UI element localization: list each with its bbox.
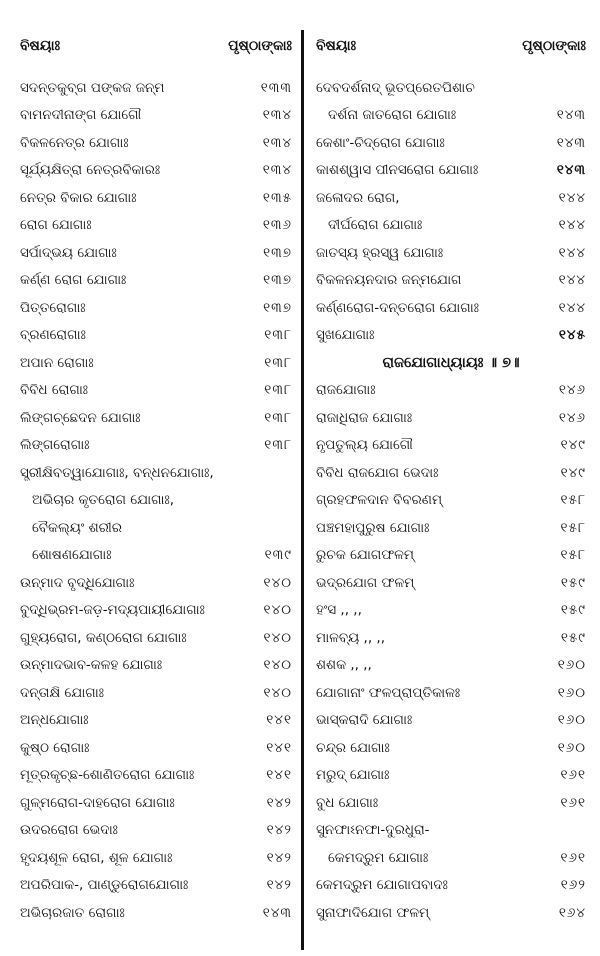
entry-page-number: ୧୩୯ bbox=[264, 547, 292, 564]
entry-title: ହଂସ ,, ,, bbox=[316, 602, 362, 619]
index-entry bbox=[20, 404, 292, 432]
index-entry bbox=[316, 487, 586, 515]
entry-page-number: ୧୪୪ bbox=[558, 244, 586, 261]
entry-page-number: ୧୩୮ bbox=[264, 382, 292, 399]
entry-page-number: ୧୩୭ bbox=[263, 244, 292, 261]
entry-page-number: ୧୫୯ bbox=[560, 629, 586, 646]
index-entry bbox=[20, 129, 292, 157]
entry-page-number: ୧୩୮ bbox=[264, 327, 292, 344]
entry-page-number: ୧୪୦ bbox=[263, 684, 292, 701]
entry-title: ସୂର୍ଯ୍ୟକ୍ଷିତ୍ରା ନେତ୍ରବିକାରଃ bbox=[20, 162, 161, 179]
index-entry bbox=[316, 102, 586, 130]
entry-page-number: ୧୪୩ bbox=[556, 162, 586, 179]
entry-title: ଶୋଷଣଯୋଗାଃ bbox=[32, 547, 112, 564]
entry-title: ଶଶକ ,, ,, bbox=[316, 657, 372, 674]
entry-title: କର୍ଣ୍ଣ ରୋଗ ଯୋଗାଃ bbox=[20, 272, 127, 289]
entry-title: ଦେବଦର୍ଶନାଦ୍ ଭୂତପ୍ରେତପିଶାଚ bbox=[316, 79, 475, 96]
index-entry bbox=[20, 487, 292, 515]
entry-title: ଯୋଗାନାଂ ଫଳପ୍ରାପ୍ତିକାଳଃ bbox=[316, 684, 461, 701]
index-entry bbox=[316, 872, 586, 900]
index-entry bbox=[316, 157, 586, 185]
entry-title: ପିତ୍ତରୋଗାଃ bbox=[20, 299, 86, 316]
index-entry bbox=[20, 157, 292, 185]
index-entry bbox=[316, 597, 586, 625]
index-entry bbox=[316, 212, 586, 240]
entry-page-number: ୧୩୮ bbox=[264, 437, 292, 454]
left-header bbox=[20, 30, 292, 62]
right-column bbox=[316, 30, 586, 927]
entry-title: ବୁଦ୍ଧିଭ୍ରମ-ଜଡ଼-ମଦ୍ୟପାୟୀଯୋଗାଃ bbox=[20, 602, 205, 619]
index-entry bbox=[316, 707, 586, 735]
index-entry bbox=[20, 322, 292, 350]
entry-title: ଅପରିପାକ-, ପାଣ୍ଡୁରୋଗଯୋଗାଃ bbox=[20, 877, 189, 894]
index-entry bbox=[20, 267, 292, 295]
index-entry bbox=[316, 514, 586, 542]
entry-page-number: ୧୪୩ bbox=[556, 134, 586, 151]
index-entry bbox=[316, 129, 586, 157]
entry-title: ଜଳୋଦର ରୋଗ, bbox=[316, 189, 400, 206]
entry-page-number: ୧୪୪ bbox=[558, 217, 586, 234]
entry-page-number: ୧୪୨ bbox=[266, 849, 292, 866]
entry-title: ସର୍ପାଦ୍ଭୟ ଯୋଗାଃ bbox=[20, 244, 117, 261]
entry-title: ଅନ୍ଧଯୋଗାଃ bbox=[20, 712, 89, 729]
entry-title: ଅପାନ ରୋଗାଃ bbox=[20, 354, 94, 371]
entry-title: ବାମନଦୀନାଙ୍ଗ ଯୋଗୌ bbox=[20, 107, 142, 124]
index-entry bbox=[20, 624, 292, 652]
index-entry bbox=[316, 652, 586, 680]
entry-page-number: ୧୩୩ bbox=[260, 79, 292, 96]
entry-title: ରୋଗ ଯୋଗାଃ bbox=[20, 217, 92, 234]
entry-title: ମୂତ୍ରକୃଚ୍ଛ-ଶୋଣିତରୋଗ ଯୋଗାଃ bbox=[20, 767, 195, 784]
entry-title: ସୁନାଫାଦିଯୋଗ ଫଳମ୍ bbox=[316, 904, 430, 921]
entry-page-number: ୧୪୨ bbox=[266, 822, 292, 839]
index-entry bbox=[316, 762, 586, 790]
entry-page-number: ୧୪୩ bbox=[262, 904, 292, 921]
chapter-title: ରାଜଯୋଗାଧ୍ୟାୟଃ ॥ ୭॥ bbox=[382, 354, 520, 371]
column-divider bbox=[301, 30, 304, 950]
index-entry bbox=[20, 102, 292, 130]
entry-page-number: ୧୪୬ bbox=[558, 382, 586, 399]
entry-title: ଗ୍ରହଫଳଦାନ ବିବରଣମ୍ bbox=[316, 492, 443, 509]
entry-title: ନୃପତୁଲ୍ୟ ଯୋଗୌ bbox=[316, 437, 413, 454]
index-entry bbox=[316, 404, 586, 432]
entry-page-number: ୧୩୬ bbox=[262, 217, 292, 234]
entry-title: ଭଦ୍ରଯୋଗ ଫଳମ୍ bbox=[316, 574, 415, 591]
entry-page-number: ୧୬୦ bbox=[557, 712, 586, 729]
entry-page-number: ୧୬୦ bbox=[557, 657, 586, 674]
entry-title: ଦୀର୍ଘରୋଗ ଯୋଗାଃ bbox=[328, 217, 423, 234]
index-entry bbox=[20, 294, 292, 322]
index-entry bbox=[316, 734, 586, 762]
entry-page-number: ୧୩୪ bbox=[262, 134, 292, 151]
entry-title: ବ୍ରଣରୋଗାଃ bbox=[20, 327, 86, 344]
left-entry-list bbox=[20, 74, 292, 927]
entry-title: ଗୁଳ୍ମରୋଗ-ଦାହରୋଗ ଯୋଗାଃ bbox=[20, 794, 175, 811]
index-entry bbox=[316, 322, 586, 350]
entry-page-number: ୧୪୨ bbox=[266, 877, 292, 894]
entry-title: ବିବିଧ ରୋଗାଃ bbox=[20, 382, 89, 399]
entry-title: କେମଦ୍ରୁମ ଯୋଗାପବାଦଃ bbox=[316, 877, 448, 894]
entry-page-number: ୧୫୮ bbox=[560, 519, 586, 536]
index-entry bbox=[316, 679, 586, 707]
entry-page-number: ୧୫୯ bbox=[560, 574, 586, 591]
entry-page-number: ୧୪୬ bbox=[558, 409, 586, 426]
index-entry bbox=[316, 239, 586, 267]
entry-title: ରାଜଯୋଗାଃ bbox=[316, 382, 376, 399]
entry-title: ବିକଳନୟନଦାର ଜନ୍ମଯୋଗ bbox=[316, 272, 462, 289]
entry-page-number: ୧୩୪ bbox=[262, 107, 292, 124]
index-entry bbox=[20, 679, 292, 707]
entry-page-number: ୧୪୧ bbox=[266, 712, 292, 729]
index-entry bbox=[20, 734, 292, 762]
entry-page-number: ୧୪୧ bbox=[266, 767, 292, 784]
entry-page-number: ୧୩୮ bbox=[264, 409, 292, 426]
index-entry bbox=[20, 762, 292, 790]
entry-page-number: ୧୪୦ bbox=[263, 629, 292, 646]
entry-title: ଉନ୍ମାଦଭାବ-କଳହ ଯୋଗାଃ bbox=[20, 657, 163, 674]
right-header bbox=[316, 30, 586, 62]
entry-page-number: ୧୬୨ bbox=[560, 877, 586, 894]
entry-title: ପଞ୍ଚମହାପୁରୁଷ ଯୋଗାଃ bbox=[316, 519, 430, 536]
entry-page-number: ୧୬୧ bbox=[560, 794, 586, 811]
index-entry bbox=[316, 569, 586, 597]
subject-heading: ବିଷୟାଃ bbox=[20, 38, 61, 54]
index-entry bbox=[316, 267, 586, 295]
entry-page-number: ୧୪୯ bbox=[560, 437, 586, 454]
index-entry bbox=[316, 624, 586, 652]
index-entry bbox=[20, 707, 292, 735]
entry-page-number: ୧୪୦ bbox=[263, 602, 292, 619]
entry-title: ମାଳବ୍ୟ ,, ,, bbox=[316, 629, 386, 646]
entry-title: ଚନ୍ଦ୍ର ଯୋଗାଃ bbox=[316, 739, 390, 756]
entry-title: ଗୁହ୍ୟରୋଗ, କଣ୍ଠରୋଗ ଯୋଗାଃ bbox=[20, 629, 187, 646]
entry-page-number: ୧୩୮ bbox=[264, 354, 292, 371]
entry-title: କେଶାଂ-ଚିଦ୍ରୋଗ ଯୋଗାଃ bbox=[316, 134, 445, 151]
entry-page-number: ୧୩୭ bbox=[263, 299, 292, 316]
index-entry bbox=[316, 789, 586, 817]
index-entry bbox=[20, 514, 292, 542]
index-entry bbox=[316, 542, 586, 570]
chapter-heading bbox=[316, 349, 586, 377]
entry-title: କର୍ଣ୍ଣରୋଗ-ଦନ୍ତରୋଗ ଯୋଗାଃ bbox=[316, 299, 479, 316]
entry-title: ବିକଳନେତ୍ର ଯୋଗାଃ bbox=[20, 134, 129, 151]
entry-page-number: ୧୩୭ bbox=[263, 272, 292, 289]
entry-title: ଦନ୍ତାକ୍ଷି ଯୋଗାଃ bbox=[20, 684, 104, 701]
index-entry bbox=[20, 377, 292, 405]
index-entry bbox=[20, 652, 292, 680]
index-entry bbox=[316, 184, 586, 212]
right-entry-list bbox=[316, 74, 586, 927]
entry-title: ଭାସ୍କରାଦି ଯୋଗାଃ bbox=[316, 712, 413, 729]
subject-heading: ବିଷୟାଃ bbox=[316, 38, 357, 54]
entry-page-number: ୧୪୯ bbox=[560, 464, 586, 481]
entry-title: ସୁଖଯୋଗାଃ bbox=[316, 327, 375, 344]
index-entry bbox=[20, 459, 292, 487]
entry-title: ଦର୍ଶନା ଜାତରୋଗ ଯୋଗାଃ bbox=[328, 107, 457, 124]
entry-title: ଲିଙ୍ଗରୋଗାଃ bbox=[20, 437, 90, 454]
entry-title: ଅଭିଚାର କୃତରୋଗ ଯୋଗାଃ, bbox=[32, 492, 175, 509]
entry-title: ବୁଧ ଯୋଗାଃ bbox=[316, 794, 379, 811]
entry-title: ଉନ୍ମାଦ ବୃଦ୍ଧିଯୋଗାଃ bbox=[20, 574, 135, 591]
entry-page-number: ୧୬୦ bbox=[557, 739, 586, 756]
entry-title: ସଦନ୍ତକୁବ୍ଗ ପଙ୍କଜ ଜନ୍ମ bbox=[20, 79, 165, 96]
entry-page-number: ୧୫୮ bbox=[560, 547, 586, 564]
page-heading: ପୃଷ୍ଠାଙ୍କାଃ bbox=[228, 38, 292, 54]
index-entry bbox=[20, 212, 292, 240]
entry-page-number: ୧୪୪ bbox=[558, 299, 586, 316]
entry-title: ସ୍ତ୍ରୀକ୍ଷିବତ୍ୱାଯୋଗାଃ, ବନ୍ଧନଯୋଗାଃ, bbox=[20, 464, 214, 481]
entry-title: ରାଜାଧିରାଜ ଯୋଗାଃ bbox=[316, 409, 413, 426]
entry-title: ଲିଙ୍ଗଚ୍ଛେଦନ ଯୋଗାଃ bbox=[20, 409, 141, 426]
entry-title: ଉଦରରୋଗ ଭେଦାଃ bbox=[20, 822, 118, 839]
index-entry bbox=[316, 432, 586, 460]
index-entry bbox=[20, 817, 292, 845]
entry-page-number: ୧୪୪ bbox=[558, 189, 586, 206]
entry-title: ସୁନଫାଽନଫା-ଦୁରଧୁରା- bbox=[316, 822, 430, 839]
index-entry bbox=[20, 569, 292, 597]
index-entry bbox=[316, 844, 586, 872]
entry-page-number: ୧୬୦ bbox=[557, 684, 586, 701]
entry-page-number: ୧୪୫ bbox=[558, 327, 586, 344]
entry-title: କାଶଶ୍ୱାସ ପୀନସରୋଗ ଯୋଗାଃ bbox=[316, 162, 479, 179]
index-entry bbox=[20, 597, 292, 625]
entry-page-number: ୧୬୪ bbox=[558, 904, 586, 921]
entry-title: ରୁଚକ ଯୋଗଫଳମ୍ bbox=[316, 547, 415, 564]
entry-page-number: ୧୪୨ bbox=[266, 794, 292, 811]
entry-page-number: ୧୩୫ bbox=[262, 189, 292, 206]
index-entry bbox=[20, 184, 292, 212]
entry-title: କୁଷ୍ଠ ରୋଗାଃ bbox=[20, 739, 90, 756]
index-entry bbox=[20, 789, 292, 817]
entry-page-number: ୧୪୪ bbox=[558, 272, 586, 289]
index-entry bbox=[20, 239, 292, 267]
entry-page-number: ୧୪୧ bbox=[266, 739, 292, 756]
entry-page-number: ୧୫୮ bbox=[560, 492, 586, 509]
entry-page-number: ୧୪୦ bbox=[263, 657, 292, 674]
index-entry bbox=[20, 432, 292, 460]
index-entry bbox=[20, 74, 292, 102]
index-entry bbox=[316, 899, 586, 927]
entry-page-number: ୧୪୦ bbox=[263, 574, 292, 591]
entry-title: ହୃଦୟଶୂଳ ରୋଗ, ଶୂଳ ଯୋଗାଃ bbox=[20, 849, 173, 866]
entry-title: କେମଦ୍ରୁମ ଯୋଗାଃ bbox=[328, 849, 429, 866]
entry-title: ମରୁଦ୍ ଯୋଗାଃ bbox=[316, 767, 390, 784]
page-heading: ପୃଷ୍ଠାଙ୍କାଃ bbox=[522, 38, 586, 54]
entry-page-number: ୧୫୯ bbox=[560, 602, 586, 619]
entry-title: ବୈକଲ୍ୟଂ ଶରୀର bbox=[32, 519, 123, 536]
entry-page-number: ୧୪୩ bbox=[556, 107, 586, 124]
left-column bbox=[20, 30, 292, 927]
entry-page-number: ୧୬୧ bbox=[560, 849, 586, 866]
index-entry bbox=[316, 817, 586, 845]
entry-title: ଜାତସ୍ୟ ହ୍ରସ୍ୱ ଯୋଗାଃ bbox=[316, 244, 444, 261]
index-entry bbox=[316, 74, 586, 102]
index-entry bbox=[20, 349, 292, 377]
entry-page-number: ୧୬୧ bbox=[560, 767, 586, 784]
index-entry bbox=[20, 872, 292, 900]
entry-title: ଅଭିଚାରଜାତ ରୋଗାଃ bbox=[20, 904, 125, 921]
entry-title: ବିବିଧ ରାଜଯୋଗ ଭେଦାଃ bbox=[316, 464, 439, 481]
index-entry bbox=[316, 294, 586, 322]
index-entry bbox=[20, 899, 292, 927]
entry-page-number: ୧୩୪ bbox=[262, 162, 292, 179]
index-entry bbox=[20, 844, 292, 872]
index-entry bbox=[20, 542, 292, 570]
index-entry bbox=[316, 459, 586, 487]
index-entry bbox=[316, 377, 586, 405]
entry-title: ନେତ୍ର ବିକାର ଯୋଗାଃ bbox=[20, 189, 137, 206]
